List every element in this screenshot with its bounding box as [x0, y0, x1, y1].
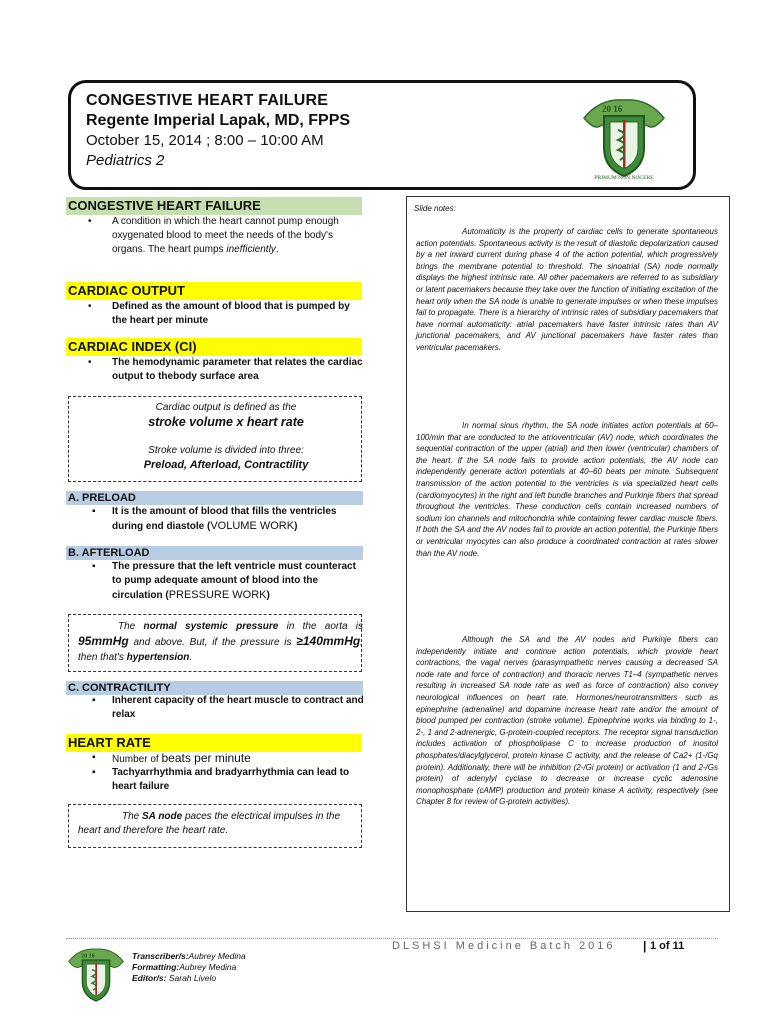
preload-emphasis: VOLUME WORK — [210, 520, 295, 532]
chf-emphasis: inefficiently — [226, 244, 276, 255]
crest-year-text: 20 16 — [602, 104, 623, 114]
pressure-value: 95mmHg — [78, 634, 129, 648]
sa-node-note — [78, 810, 363, 838]
page-number: 1 of 11 — [650, 940, 685, 952]
slide-notes-paragraph-2: In normal sinus rhythm, the SA node initiates action potentials at 60–100/min that are conducted to the atrioventricular (AV) node, which coordinates the sequential contraction of the upper (atrial) and then lower (ventricular) chambers of the heart. If the SA node fails to provide action potentials, the AV node can independently generate action potentials at 40–60 beats per minute. Subsequent transmission of the action potential to the ventricles is via specialized heart cells (cardiomyocytes) in the right and left bundle branches and Purkinje fibers that spread throughout the ventricles. These conduction cells contain increased numbers of sodium ion channels and mitochondria while containing fewer cardiac muscle fibers. If both the SA and the AV nodes fail to provide an action potential, the Purkinje fibers or ventricular myocytes can also produce a coordinated contraction at rates slower than the AV node. — [416, 421, 718, 558]
document-title: CONGESTIVE HEART FAILURE — [86, 92, 329, 109]
bullet-marker: • — [88, 301, 92, 312]
batch-crest-logo — [580, 90, 668, 180]
footer-separator: | — [643, 939, 647, 953]
hypertension-emphasis: hypertension — [126, 652, 190, 663]
author: Regente Imperial Lapak, MD, FPPS — [86, 112, 351, 129]
bullet-marker: • — [88, 357, 92, 368]
pressure-text: and above. But, if the pressure is — [128, 637, 297, 648]
bullet-marker: ▪ — [92, 561, 96, 572]
formatting-label: Formatting: — [132, 962, 180, 972]
bullet-marker: ▪ — [92, 506, 96, 517]
heading-afterload: B. AFTERLOAD — [66, 546, 363, 560]
slide-notes-paragraph-3: Although the SA and the AV nodes and Purkinje fibers can independently initiate and continue action potentials, which provide heart contractions, the vagal nerves (parasympathetic nerves causing a decreased SA node rate and force of contraction) and thoracic nerves T1–4 (sympathetic nerves resulting in increased SA node rate as well as force of contraction) also convey neurological influences on heart rate. Hormones/neurotransmitters such as epinephrine (adrenaline) and dopamine increase heart rate and/or the amount of blood pumped per contraction (stroke volume). Epinephrine works via binding to 1-, 2-, 1 and 2-adrenergic, G-protein-coupled receptors. The receptor signal transduction includes activation of phospholipase C to increase production of inositol phosphates/diacylglycerol, protein kinase C activity, and the release of Ca2+ (1-/Gq protein). Additionally, there will be inhibition (2-/Gi protein) or activation (1 and 2-/Gs protein) of adenylyl cyclase to decrease or increase cyclic adenosine monophosphate (cAMP) production and protein kinase A activity, respectively (see Chapter 8 for review of G-protein activities). — [416, 635, 718, 807]
pressure-text: , then that's — [78, 637, 363, 663]
footer-crest-logo — [66, 942, 126, 1004]
contractility-bullet — [86, 694, 366, 722]
footer-divider — [66, 938, 718, 939]
afterload-emphasis: PRESSURE WORK — [168, 589, 267, 601]
heading-contractility: C. CONTRACTILITY — [66, 681, 363, 695]
heart-rate-bullet-1 — [86, 751, 366, 767]
chf-end: . — [275, 244, 279, 255]
credit-formatting — [132, 962, 236, 972]
preload-bullet — [86, 505, 366, 534]
heading-chf: CONGESTIVE HEART FAILURE — [66, 197, 362, 215]
heart-rate-text: Number of — [112, 754, 162, 765]
credit-editor — [132, 973, 216, 983]
pressure-text: The — [118, 621, 144, 632]
transcriber-label: Transcriber/s: — [132, 951, 189, 961]
beats-per-minute-emphasis: beats per minute — [161, 751, 251, 765]
sa-text: The — [122, 811, 143, 822]
credit-transcriber — [132, 951, 246, 961]
normal-pressure-emphasis: normal systemic pressure — [143, 621, 279, 632]
crest-motto-text: PRIMUM NON NOCERE — [594, 175, 654, 180]
pressure-note — [78, 619, 363, 665]
heading-cardiac-output: CARDIAC OUTPUT — [66, 282, 362, 300]
editor-label: Editor/s: — [132, 973, 167, 983]
afterload-definition: The pressure that the left ventricle must counteract to pump adequate amount of blood into the circulation ( — [112, 561, 356, 601]
sa-text: paces the electrical impulses in the heart and therefore the heart rate. — [78, 811, 341, 836]
cardiac-index-definition: The hemodynamic parameter that relates the cardiac output to thebody surface area — [112, 357, 363, 382]
contractility-definition: Inherent capacity of the heart muscle to contract and relax — [112, 695, 364, 720]
heading-heart-rate: HEART RATE — [66, 734, 362, 752]
heading-cardiac-index: CARDIAC INDEX (CI) — [66, 338, 362, 356]
lecture-date: October 15, 2014 ; 8:00 – 10:00 AM — [86, 132, 324, 149]
heading-preload: A. PRELOAD — [66, 491, 363, 505]
slide-notes-paragraph-1: Automaticity is the property of cardiac cells to generate spontaneous action potentials. Spontaneous activity is the result of diastolic depolarization caused by a net inward current during phase 4 of the action potential, which progressively brings the membrane potential to threshold. The sinoatrial (SA) node normally displays the highest intrinsic rate. All other pacemakers are referred to as subsidiary or latent pacemakers because they take over the function of initiating excitation of the heart only when the SA node is unable to generate impulses or when these impulses fail to propagate. There is a hierarchy of intrinsic rates of subsidiary pacemakers that have normal automaticity: atrial pacemakers have faster intrinsic rates than AV junctional pacemakers, and AV junctional pacemakers have faster rates than ventricular pacemakers. — [416, 227, 718, 352]
bullet-marker: ▪ — [92, 767, 96, 778]
formula-stroke-volume: stroke volume x heart rate — [148, 415, 304, 429]
afterload-bullet — [86, 560, 366, 603]
afterload-end: ) — [266, 590, 270, 601]
cardiac-output-bullet — [86, 300, 366, 328]
sa-node-emphasis: SA node — [142, 811, 183, 822]
slide-notes-label: Slide notes: — [414, 204, 456, 213]
preload-end: ) — [294, 521, 298, 532]
course-name: Pediatrics 2 — [86, 152, 165, 169]
preload-definition: It is the amount of blood that fills the ventricles during end diastole ( — [112, 506, 337, 532]
bullet-marker: • — [88, 216, 92, 227]
cardiac-index-bullet — [86, 356, 366, 384]
footer-batch: DLSHSI Medicine Batch 2016 — [392, 940, 616, 952]
hypertension-threshold: ≥140mmHg — [296, 634, 361, 648]
transcriber-name: Aubrey Medina — [188, 951, 246, 961]
formula-components: Preload, Afterload, Contractility — [143, 459, 309, 471]
bullet-marker: ▪ — [92, 752, 96, 763]
chf-bullet — [86, 215, 366, 257]
pressure-text: in the aorta is — [278, 621, 364, 632]
editor-name: Sarah Livelo — [166, 973, 217, 983]
chf-definition: A condition in which the heart cannot pump enough oxygenated blood to meet the needs of the body's organs. The heart pumps — [112, 216, 339, 255]
arrhythmia-text: Tachyarrhythmia and bradyarrhythmia can lead to heart failure — [112, 767, 350, 792]
formula-line-1: Cardiac output is defined as the — [155, 402, 297, 413]
formula-line-3: Stroke volume is divided into three: — [148, 445, 304, 456]
cardiac-output-definition: Defined as the amount of blood that is pumped by the heart per minute — [112, 301, 350, 326]
formatting-name: Aubrey Medina — [179, 962, 237, 972]
heart-rate-bullet-2 — [86, 766, 366, 794]
footer-crest-year: 20 16 — [81, 953, 95, 960]
bullet-marker: ▪ — [92, 695, 96, 706]
pressure-text: . — [189, 652, 193, 663]
